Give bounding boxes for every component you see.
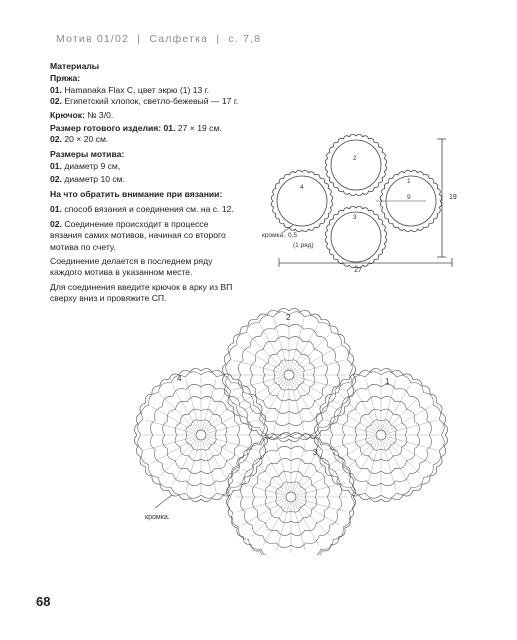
dim-center-label: 9 [407,194,411,201]
notes-heading: На что обратить внимание при вязании: [50,189,223,199]
note-p2-line: вязания самих мотивов, начиная со второго [50,230,226,241]
motif-size-item: 02. диаметр 10 см. [50,173,125,184]
chart-motif [226,432,355,555]
dim-width-label: 27 [354,267,362,274]
kromka-label: кромка. [262,232,285,239]
layout-motif-label: 3 [353,214,357,221]
materials-heading: Материалы [50,61,100,71]
layout-motif-label: 1 [407,178,411,185]
header-sep: | [137,33,142,45]
note-p3-line: Соединение делается в последнем ряду [50,256,213,267]
hook-line: Крючок: № 3/0. [50,109,114,120]
layout-diagram [260,125,470,275]
size-item: 02. 20 × 20 см. [50,134,109,145]
layout-motif-circle [325,134,386,195]
yarn-heading: Пряжа: [50,73,81,84]
chart-label-2: 2 [286,313,291,322]
motif-size-item: 01. диаметр 9 см, [50,161,121,172]
note-p4-line: сверху вниз и провяжите СП. [50,293,167,304]
page-header [56,33,261,45]
chart-kromka-pointer [155,495,172,508]
note-p4-line: Для соединения введите крючок в арку из ВП [50,281,233,292]
kromka-num: 0,5 [288,232,298,239]
layout-motif-label: 4 [300,184,304,191]
notes-block [50,189,280,305]
note-p2-line: мотива по счету. [50,241,116,252]
chart-motif [222,308,355,441]
yarn-item: 02. Египетский хлопок, светло-бежевый — 17 г. [50,96,239,107]
header-sep: | [216,33,221,45]
note-p3-line: каждого мотива в указанном месте. [50,267,193,278]
header-motif: Мотив 01/02 [56,33,130,45]
layout-motif-circle [271,170,332,231]
chart-motifs [134,308,447,555]
materials-block [50,61,280,185]
page-number: 68 [36,594,51,609]
chart-motif [134,368,267,501]
size-line: Размер готового изделия: 01. 27 × 19 см. [50,123,222,134]
header-title: Салфетка [149,33,209,45]
chart-kromka-label: кромка. [145,514,170,521]
row-note: (1 ряд) [293,242,314,249]
note-p1: 01. способ вязания и соединения см. на с. 12. [50,204,234,215]
crochet-chart [125,305,455,555]
dim-height-label: 19 [449,194,457,201]
chart-label-4: 4 [177,374,182,383]
yarn-item: 01. Hamanaka Flax C, цвет экрю (1) 13 г. [50,84,210,95]
header-pages: с. 7,8 [228,33,262,45]
note-p2: 02. Соединение происходит в процессе [50,218,209,229]
layout-motif-label: 2 [353,155,357,162]
motif-size-heading: Размеры мотива: [50,148,125,159]
chart-label-3: 3 [313,448,318,457]
chart-label-1: 1 [385,377,390,386]
chart-motif [314,368,447,501]
